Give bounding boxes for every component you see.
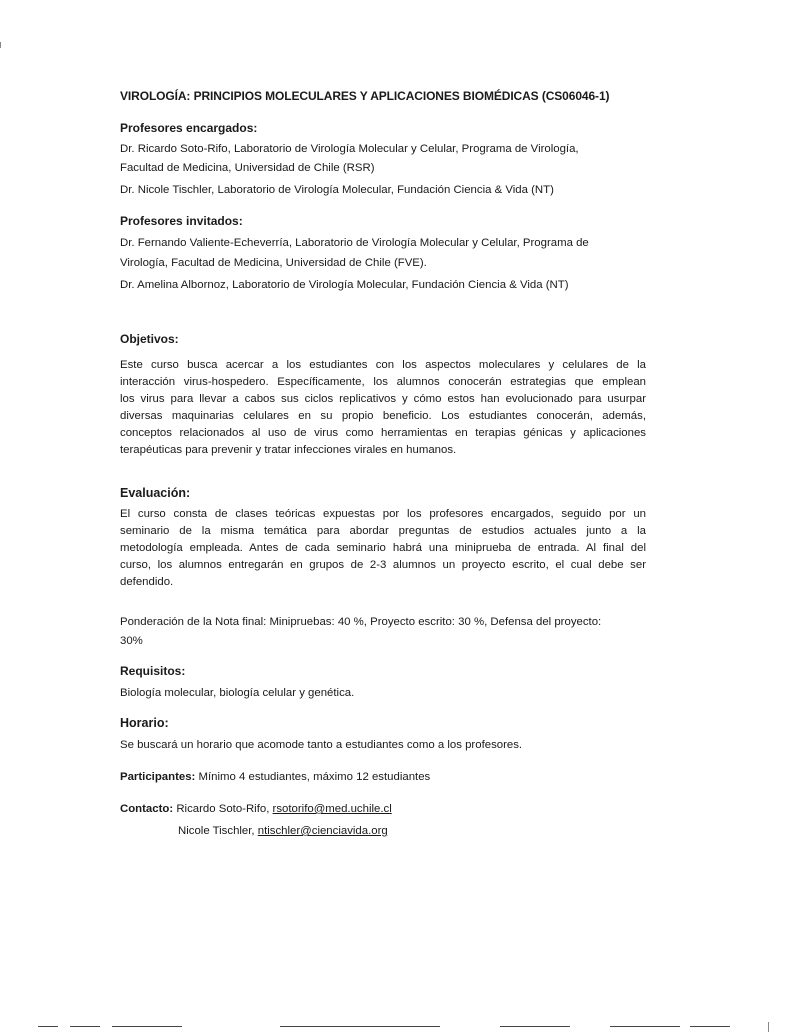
scan-artifact xyxy=(768,1022,769,1032)
horario-text: Se buscará un horario que acomode tanto a estudiantes como a los profesores. xyxy=(120,739,523,751)
participantes-line xyxy=(120,769,430,785)
evaluacion-paragraph xyxy=(120,506,646,591)
paragraph-line: curso, los alumnos entregarán en grupos de 2-3 alumnos un proyecto escrito, el cual debe ser xyxy=(120,559,646,571)
objetivos-heading: Objetivos: xyxy=(120,332,179,346)
encargados-line: Dr. Nicole Tischler, Laboratorio de Virología Molecular, Fundación Ciencia & Vida (NT) xyxy=(120,184,554,196)
scan-artifact xyxy=(610,1026,680,1027)
paragraph-line: terapéuticas para prevenir y tratar infecciones virales en humanos. xyxy=(120,444,457,456)
paragraph-line: los virus para llevar a cabos sus ciclos replicativos y cómo estos han evolucionado para usurpar xyxy=(120,393,646,405)
invitados-line: Virología, Facultad de Medicina, Universidad de Chile (FVE). xyxy=(120,257,427,269)
paragraph-line: interacción virus-hospedero. Específicamente, los alumnos conocerán estrategias que emplean xyxy=(120,376,646,388)
paragraph-line: Este curso busca acercar a los estudiantes con los aspectos moleculares y celulares de la xyxy=(120,359,646,371)
ponderacion-line: 30% xyxy=(120,635,143,647)
scan-artifact xyxy=(70,1026,100,1027)
paragraph-line: diversas maquinarias celulares en su propio beneficio. Los estudiantes conocerán, además, xyxy=(120,410,646,422)
objetivos-paragraph xyxy=(120,357,646,459)
contacto-line xyxy=(178,823,388,839)
participantes-text: Mínimo 4 estudiantes, máximo 12 estudiantes xyxy=(195,771,431,783)
paragraph-line: El curso consta de clases teóricas expuestas por los profesores encargados, seguido por un xyxy=(120,508,646,520)
paragraph-line: defendido. xyxy=(120,576,174,588)
scan-artifact xyxy=(112,1026,182,1027)
contacto-email-link[interactable]: rsotorifo@med.uchile.cl xyxy=(272,803,392,815)
participantes-label: Participantes: xyxy=(120,771,196,783)
contacto-name: Ricardo Soto-Rifo, xyxy=(173,803,273,815)
scan-artifact xyxy=(0,42,1,48)
contacto-label: Contacto: xyxy=(120,803,174,815)
paragraph-line: conceptos relacionados al uso de virus como herramientas en terapias génicas y aplicaciones xyxy=(120,427,646,439)
course-title: VIROLOGÍA: PRINCIPIOS MOLECULARES Y APLICACIONES BIOMÉDICAS (CS06046-1) xyxy=(120,89,610,103)
encargados-heading: Profesores encargados: xyxy=(120,121,258,135)
invitados-heading: Profesores invitados: xyxy=(120,214,243,228)
scan-artifact xyxy=(500,1026,570,1027)
paragraph-line: metodología empleada. Antes de cada seminario habrá una miniprueba de entrada. Al final del xyxy=(120,542,646,554)
horario-heading: Horario: xyxy=(120,716,169,730)
contacto-name: Nicole Tischler, xyxy=(178,825,258,837)
requisitos-text: Biología molecular, biología celular y genética. xyxy=(120,687,355,699)
invitados-line: Dr. Amelina Albornoz, Laboratorio de Virología Molecular, Fundación Ciencia & Vida (NT) xyxy=(120,279,569,291)
encargados-line: Facultad de Medicina, Universidad de Chile (RSR) xyxy=(120,162,375,174)
requisitos-heading: Requisitos: xyxy=(120,664,186,678)
scan-artifact xyxy=(280,1026,440,1027)
invitados-line: Dr. Fernando Valiente-Echeverría, Laboratorio de Virología Molecular y Celular, Programa de xyxy=(120,237,589,249)
scan-artifact xyxy=(38,1026,58,1027)
contacto-line xyxy=(120,801,392,817)
paragraph-line: seminario de la misma temática para abordar preguntas de estudios actuales junto a la xyxy=(120,525,646,537)
ponderacion-line: Ponderación de la Nota final: Minipruebas: 40 %, Proyecto escrito: 30 %, Defensa del proyecto: xyxy=(120,616,602,628)
evaluacion-heading: Evaluación: xyxy=(120,486,191,500)
contacto-email-link[interactable]: ntischler@cienciavida.org xyxy=(257,825,388,837)
scan-artifact xyxy=(690,1026,730,1027)
encargados-line: Dr. Ricardo Soto-Rifo, Laboratorio de Virología Molecular y Celular, Programa de Virología, xyxy=(120,143,579,155)
